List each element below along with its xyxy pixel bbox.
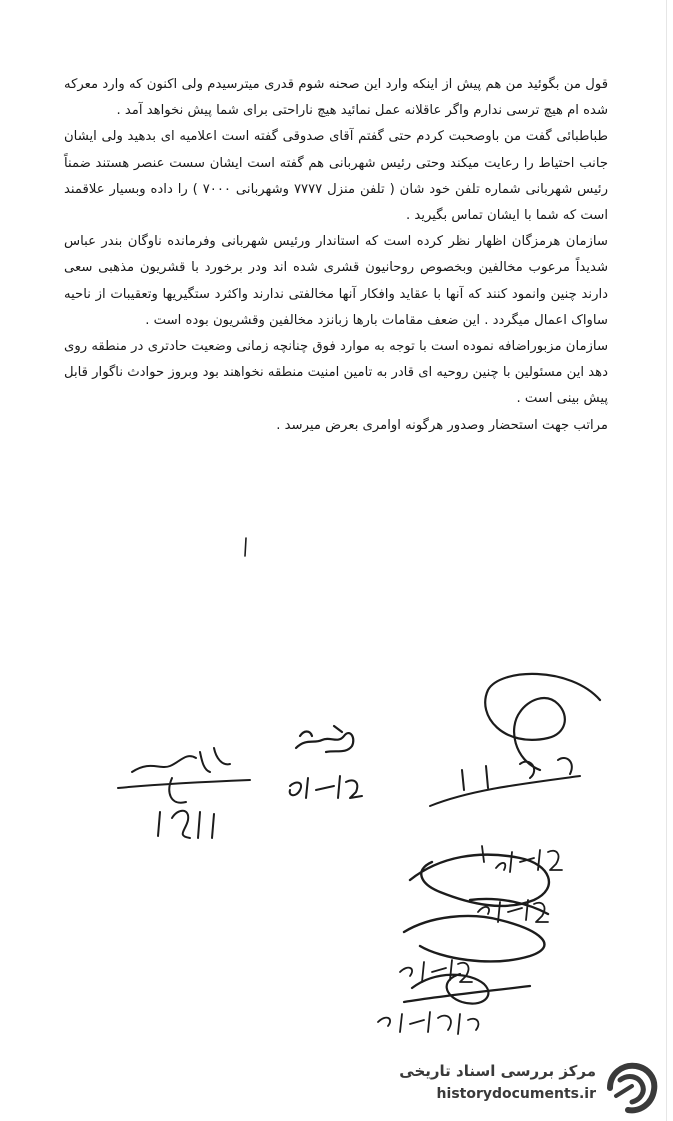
paragraph-1: قول من بگوئید من هم پیش از اینکه وارد این صحنه شوم قدری میترسیدم ولی اکنون که وارد معرکه شده ام هیچ ترسی ندارم واگر عاقلانه عمل نمائید هیچ ناراحتی برای شما پیش نخواهد آمد . — [64, 77, 608, 119]
signature-loop-2 — [410, 855, 549, 906]
handwritten-note-middle — [290, 726, 362, 798]
signature-cluster-right — [404, 674, 600, 1004]
note-middle-word — [296, 726, 353, 752]
date-right-4 — [378, 1012, 478, 1034]
note-middle-date — [290, 776, 362, 798]
paragraph-2: طباطبائی گفت من باوصحبت کردم حتی گفتم آقای صدوقی گفته است اعلامیه ای بدهید ولی ایشان جانب احتیاط را رعایت میکند وحتی رئیس شهربانی هم گفته است ایشان سست عنصر هستند ضمناً رئیس شهربانی شماره تلفن خود شان ( تلفن منزل ۷۷۷۷ وشهربانی ۷۰۰۰ ) را داده وبسیار علاقمند است که شما با ایشان تماس بگیرید . — [64, 129, 608, 224]
pen-tick — [245, 538, 246, 556]
handwritten-note-left — [118, 748, 250, 838]
signature-loop-3 — [404, 899, 548, 961]
paragraph-5: مراتب جهت استحضار وصدور هرگونه اوامری بعرض میرسد . — [276, 417, 608, 433]
watermark-title: مرکز بررسی اسناد تاریخی — [399, 1062, 596, 1080]
signature-loop-4 — [404, 974, 530, 1004]
paragraph-4: سازمان مزبوراضافه نموده است با توجه به موارد فوق چنانچه زمانی وضعیت حادتری در منطقه روی دهد این مسئولین با چنین روحیه ای قادر به تامین امنیت منطقه نخواهند بود وبروز حوادث ناگوار قابل پیش بینی است . — [64, 339, 608, 407]
date-right-1 — [482, 846, 562, 872]
watermark-url: historydocuments.ir — [436, 1086, 596, 1102]
page-edge-line — [666, 0, 667, 1121]
note-left-date — [158, 811, 214, 838]
handwritten-dates-right — [378, 846, 562, 1034]
archive-logo-icon — [602, 1060, 660, 1116]
date-right-2 — [478, 900, 548, 922]
watermark — [388, 1058, 668, 1118]
signature-loop-1 — [485, 674, 600, 770]
note-left-stroke — [118, 778, 250, 803]
document-body — [64, 72, 608, 439]
signature-line-1 — [430, 758, 580, 806]
paragraph-3: سازمان هرمزگان اظهار نظر کرده است که استاندار ورئیس شهربانی وفرمانده ناوگان بندر عباس شدیداً مرعوب مخالفین وبخصوص روحانیون قشری شده اند ودر برخورد با قشریون مذهبی سعی دارند چنین وانمود کنند که آنها با عقاید وافکار آنها مخالفتی ندارند واکثرد ستگیریها وتعقیبات از ناحیه ساواک اعمال میگردد . این ضعف مقامات بارها زبانزد مخالفین وقشریون بوده است . — [64, 234, 608, 328]
note-left-word — [132, 748, 230, 772]
date-right-3 — [400, 960, 472, 982]
